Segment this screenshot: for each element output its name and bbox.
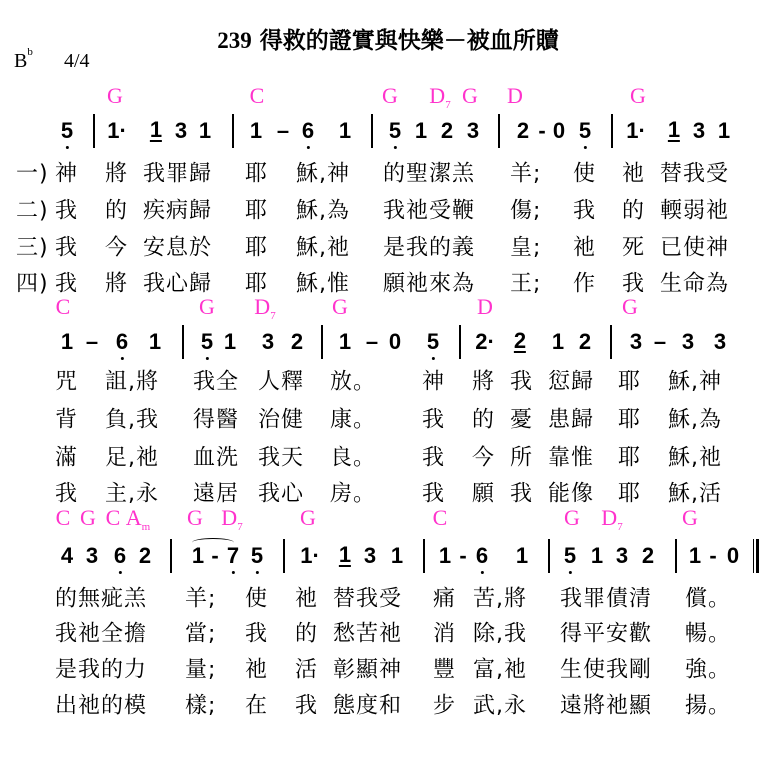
barline xyxy=(232,114,234,148)
lyric-verse-1: 替我受 xyxy=(660,161,730,187)
chord-symbol xyxy=(107,83,123,111)
note: 1 xyxy=(667,117,681,142)
note: 1 xyxy=(223,329,237,354)
chord-root: G xyxy=(564,504,580,530)
chord-root: G xyxy=(682,504,698,530)
note: 0 xyxy=(726,543,740,568)
lyric-verse-3: 穌,祂 xyxy=(668,445,722,471)
lyric-verse-4: 出祂的模 xyxy=(55,693,148,719)
barline xyxy=(182,325,184,359)
lyric-verse-2: 消 xyxy=(433,621,457,647)
note: 1 xyxy=(390,543,404,568)
lyric-verse-3: 耶 xyxy=(618,445,642,471)
barline xyxy=(498,114,500,148)
note: 3 xyxy=(681,329,695,354)
note: 6 xyxy=(113,543,127,568)
chord-symbol xyxy=(80,505,96,533)
note: – xyxy=(365,329,379,354)
barline xyxy=(170,539,172,573)
lyric-verse-2: 的 xyxy=(295,621,319,647)
lyric-verse-2: 我 xyxy=(573,198,597,224)
lyric-verse-3: 強。 xyxy=(685,657,732,683)
lyric-verse-4: 四) xyxy=(16,271,49,297)
chord-symbol xyxy=(56,505,71,533)
note: 1 xyxy=(149,117,163,142)
note: 1 xyxy=(414,118,428,143)
lyric-verse-3: 今 xyxy=(472,445,496,471)
chord-root: G xyxy=(187,504,203,530)
lyric-verse-3: 血洗 xyxy=(193,445,240,471)
lyric-verse-4: 我 xyxy=(55,271,79,297)
chord-symbol xyxy=(332,294,348,322)
note: 3 xyxy=(174,118,188,143)
lyric-verse-4: 願 xyxy=(472,481,496,507)
lyric-verse-4: 我 xyxy=(622,271,646,297)
chord-root: C xyxy=(105,504,121,530)
lyric-verse-3: 我天 xyxy=(258,445,305,471)
barline xyxy=(93,114,95,148)
note: 1 xyxy=(717,118,731,143)
lyric-verse-4: 我 xyxy=(510,481,534,507)
chord-symbol xyxy=(601,505,622,533)
lyric-verse-4: 樣; xyxy=(185,693,217,719)
note: 1· xyxy=(300,543,320,568)
lyric-verse-3: 耶 xyxy=(245,235,269,261)
lyric-verse-2: 疾病歸 xyxy=(143,198,213,224)
lyric-verse-1: 羊; xyxy=(510,161,542,187)
key-letter: B xyxy=(14,50,28,72)
chord-root: C xyxy=(432,504,448,530)
lyric-verse-2: 愁苦祂 xyxy=(333,621,403,647)
lyric-verse-2: 穌,為 xyxy=(296,198,350,224)
lyric-verse-3: 靠惟 xyxy=(548,445,595,471)
note: 1 xyxy=(688,543,702,568)
lyric-verse-2: 二) xyxy=(16,198,49,224)
chord-root: G xyxy=(300,504,316,530)
lyric-verse-3: 生使我剛 xyxy=(560,657,653,683)
lyric-verse-1: 人釋 xyxy=(258,369,305,395)
lyric-verse-1: 我全 xyxy=(193,369,240,395)
chord-root: G xyxy=(107,82,123,108)
lyric-verse-2: 除,我 xyxy=(473,621,527,647)
chord-symbol xyxy=(382,83,398,111)
lyric-verse-3: 我 xyxy=(55,235,79,261)
note: 2· xyxy=(475,329,495,354)
note: 3 xyxy=(261,329,275,354)
note: 5 xyxy=(200,329,214,354)
final-barline xyxy=(753,539,759,573)
chord-symbol xyxy=(106,505,121,533)
lyric-verse-3: 足,祂 xyxy=(105,445,159,471)
lyric-verse-1: 替我受 xyxy=(333,586,403,612)
note: 3 xyxy=(629,329,643,354)
lyric-verse-4: 願祂來為 xyxy=(383,271,476,297)
lyric-verse-2: 我祂受鞭 xyxy=(383,198,476,224)
lyric-verse-1: 將 xyxy=(105,161,129,187)
note: 1 xyxy=(198,118,212,143)
barline xyxy=(548,539,550,573)
lyric-verse-3: 祂 xyxy=(573,235,597,261)
lyric-verse-3: 豐 xyxy=(433,657,457,683)
time-signature: 4/4 xyxy=(64,50,90,72)
chord-quality: 7 xyxy=(270,310,276,323)
note: – xyxy=(276,118,290,143)
note: 4 xyxy=(60,543,74,568)
note: 3 xyxy=(85,543,99,568)
lyric-verse-1: 祂 xyxy=(622,161,646,187)
lyric-verse-4: 遠將祂顯 xyxy=(560,693,653,719)
lyric-verse-1: 咒 xyxy=(55,369,79,395)
chord-quality: 7 xyxy=(237,521,243,534)
lyric-verse-4: 穌,活 xyxy=(668,481,722,507)
note: - xyxy=(459,543,467,568)
lyric-verse-4: 房。 xyxy=(330,481,377,507)
lyric-verse-4: 我 xyxy=(422,481,446,507)
barline xyxy=(283,539,285,573)
key-signature xyxy=(14,46,33,73)
lyric-verse-3: 死 xyxy=(622,235,646,261)
chord-symbol xyxy=(300,505,316,533)
note: 3 xyxy=(713,329,727,354)
barline xyxy=(321,325,323,359)
chord-quality: m xyxy=(141,521,151,534)
slur-mark xyxy=(192,538,234,547)
note: 1 xyxy=(551,329,565,354)
chord-root: D xyxy=(601,504,618,530)
note: 2 xyxy=(440,118,454,143)
note: 2 xyxy=(578,329,592,354)
key-accidental: b xyxy=(27,46,33,59)
lyric-verse-1: 我罪歸 xyxy=(143,161,213,187)
lyric-verse-2: 我祂全擔 xyxy=(55,621,148,647)
chord-symbol xyxy=(622,294,638,322)
lyric-verse-2: 我 xyxy=(55,198,79,224)
chord-root: D xyxy=(254,293,271,319)
lyric-verse-4: 將 xyxy=(105,271,129,297)
chord-root: D xyxy=(477,293,493,319)
lyric-verse-1: 耶 xyxy=(245,161,269,187)
note: - xyxy=(709,543,717,568)
chord-symbol xyxy=(199,294,215,322)
note: 2 xyxy=(513,328,527,353)
note: - xyxy=(211,543,219,568)
note: 5 xyxy=(250,543,264,568)
lyric-verse-4: 耶 xyxy=(245,271,269,297)
chord-root: G xyxy=(80,504,96,530)
lyric-verse-3: 安息於 xyxy=(143,235,213,261)
lyric-verse-1: 耶 xyxy=(618,369,642,395)
note: 1 xyxy=(249,118,263,143)
note: 1· xyxy=(107,118,127,143)
note: 0 xyxy=(388,329,402,354)
lyric-verse-4: 王; xyxy=(510,271,542,297)
lyric-verse-2: 康。 xyxy=(330,407,377,433)
lyric-verse-4: 我心 xyxy=(258,481,305,507)
lyric-verse-1: 神 xyxy=(55,161,79,187)
note: 5 xyxy=(578,118,592,143)
lyric-verse-3: 三) xyxy=(16,235,49,261)
note: 1 xyxy=(590,543,604,568)
chord-symbol xyxy=(433,505,448,533)
lyric-verse-2: 患歸 xyxy=(548,407,595,433)
note: 1 xyxy=(60,329,74,354)
note: 2 xyxy=(516,118,530,143)
lyric-verse-3: 活 xyxy=(295,657,319,683)
chord-root: A xyxy=(125,504,142,530)
lyric-verse-3: 祂 xyxy=(245,657,269,683)
note: 2 xyxy=(138,543,152,568)
note: 2 xyxy=(290,329,304,354)
note: 3 xyxy=(692,118,706,143)
chord-root: G xyxy=(199,293,215,319)
lyric-verse-1: 我罪債清 xyxy=(560,586,653,612)
chord-root: D xyxy=(507,82,523,108)
note: 1 xyxy=(338,118,352,143)
lyric-verse-2: 負,我 xyxy=(105,407,159,433)
note: 1 xyxy=(191,543,205,568)
lyric-verse-4: 主,永 xyxy=(105,481,159,507)
lyric-verse-1: 穌,神 xyxy=(668,369,722,395)
chord-symbol xyxy=(462,83,478,111)
note: 2 xyxy=(641,543,655,568)
note: 6 xyxy=(475,543,489,568)
note: 6 xyxy=(301,118,315,143)
chord-symbol xyxy=(682,505,698,533)
note: 5 xyxy=(563,543,577,568)
lyric-verse-3: 量; xyxy=(185,657,217,683)
lyric-verse-2: 治健 xyxy=(258,407,305,433)
lyric-verse-4: 生命為 xyxy=(660,271,730,297)
chord-root: C xyxy=(55,293,71,319)
note: 5 xyxy=(60,118,74,143)
lyric-verse-2: 暢。 xyxy=(685,621,732,647)
chord-root: G xyxy=(630,82,646,108)
note: 1· xyxy=(626,118,646,143)
chord-symbol xyxy=(507,83,523,111)
lyric-verse-4: 我 xyxy=(55,481,79,507)
chord-symbol xyxy=(221,505,242,533)
chord-root: G xyxy=(332,293,348,319)
chord-symbol xyxy=(250,83,265,111)
lyric-verse-2: 耶 xyxy=(245,198,269,224)
note: 3 xyxy=(466,118,480,143)
lyric-verse-4: 耶 xyxy=(618,481,642,507)
note: 6 xyxy=(115,329,129,354)
lyric-verse-4: 在 xyxy=(245,693,269,719)
chord-root: G xyxy=(622,293,638,319)
barline xyxy=(610,325,612,359)
lyric-verse-3: 富,祂 xyxy=(473,657,527,683)
lyric-verse-2: 耶 xyxy=(618,407,642,433)
hymn-number: 239 xyxy=(217,28,252,53)
lyric-verse-4: 武,永 xyxy=(473,693,527,719)
lyric-verse-2: 我 xyxy=(422,407,446,433)
lyric-verse-4: 穌,惟 xyxy=(296,271,350,297)
lyric-verse-1: 償。 xyxy=(685,586,732,612)
lyric-verse-1: 使 xyxy=(245,586,269,612)
lyric-verse-2: 憂 xyxy=(510,407,534,433)
lyric-verse-1: 愆歸 xyxy=(548,369,595,395)
lyric-verse-3: 彰顯神 xyxy=(333,657,403,683)
lyric-verse-1: 穌,神 xyxy=(296,161,350,187)
chord-symbol xyxy=(564,505,580,533)
chord-quality: 7 xyxy=(445,99,451,112)
lyric-verse-1: 將 xyxy=(472,369,496,395)
note: – xyxy=(85,329,99,354)
lyric-verse-3: 滿 xyxy=(55,445,79,471)
lyric-verse-1: 的無疵羔 xyxy=(55,586,148,612)
lyric-verse-1: 苦,將 xyxy=(473,586,527,612)
barline xyxy=(611,114,613,148)
hymn-title xyxy=(0,22,776,55)
lyric-verse-1: 羊; xyxy=(185,586,217,612)
chord-root: C xyxy=(55,504,71,530)
note: 1 xyxy=(148,329,162,354)
lyric-verse-2: 得平安歡 xyxy=(560,621,653,647)
chord-symbol xyxy=(630,83,646,111)
lyric-verse-4: 能像 xyxy=(548,481,595,507)
note: 1 xyxy=(438,543,452,568)
lyric-verse-2: 的 xyxy=(105,198,129,224)
chord-symbol xyxy=(126,505,150,533)
lyric-verse-3: 今 xyxy=(105,235,129,261)
lyric-verse-1: 使 xyxy=(573,161,597,187)
note: 1 xyxy=(338,542,352,567)
lyric-verse-1: 我 xyxy=(510,369,534,395)
lyric-verse-4: 我心歸 xyxy=(143,271,213,297)
barline xyxy=(459,325,461,359)
lyric-verse-4: 態度和 xyxy=(333,693,403,719)
lyric-verse-2: 得醫 xyxy=(193,407,240,433)
lyric-verse-1: 詛,將 xyxy=(105,369,159,395)
note: 1 xyxy=(515,543,529,568)
chord-root: D xyxy=(221,504,238,530)
chord-root: G xyxy=(382,82,398,108)
lyric-verse-4: 步 xyxy=(433,693,457,719)
lyric-verse-3: 所 xyxy=(510,445,534,471)
note: 5 xyxy=(388,118,402,143)
barline xyxy=(371,114,373,148)
lyric-verse-2: 當; xyxy=(185,621,217,647)
lyric-verse-1: 一) xyxy=(16,161,49,187)
lyric-verse-2: 穌,為 xyxy=(668,407,722,433)
lyric-verse-1: 痛 xyxy=(433,586,457,612)
barline xyxy=(423,539,425,573)
chord-symbol xyxy=(429,83,450,111)
lyric-verse-2: 的 xyxy=(622,198,646,224)
note: 0 xyxy=(552,118,566,143)
lyric-verse-3: 是我的義 xyxy=(383,235,476,261)
note: 7 xyxy=(226,543,240,568)
lyric-verse-4: 遠居 xyxy=(193,481,240,507)
lyric-verse-3: 我 xyxy=(422,445,446,471)
chord-symbol xyxy=(187,505,203,533)
lyric-verse-1: 的聖潔羔 xyxy=(383,161,476,187)
lyric-verse-2: 輭弱祂 xyxy=(660,198,730,224)
lyric-verse-3: 皇; xyxy=(510,235,542,261)
chord-quality: 7 xyxy=(617,521,623,534)
lyric-verse-2: 的 xyxy=(472,407,496,433)
note: - xyxy=(538,118,546,143)
lyric-verse-2: 背 xyxy=(55,407,79,433)
chord-symbol xyxy=(56,294,71,322)
chord-root: D xyxy=(429,82,446,108)
lyric-verse-2: 我 xyxy=(245,621,269,647)
note: 1 xyxy=(338,329,352,354)
lyric-verse-4: 我 xyxy=(295,693,319,719)
lyric-verse-1: 放。 xyxy=(330,369,377,395)
barline xyxy=(675,539,677,573)
chord-symbol xyxy=(254,294,275,322)
chord-symbol xyxy=(477,294,493,322)
note: 3 xyxy=(615,543,629,568)
lyric-verse-4: 作 xyxy=(573,271,597,297)
note: – xyxy=(653,329,667,354)
chord-root: G xyxy=(462,82,478,108)
hymn-title-text: 得救的證實與快樂－被血所贖 xyxy=(259,28,559,53)
lyric-verse-1: 祂 xyxy=(295,586,319,612)
note: 5 xyxy=(426,329,440,354)
lyric-verse-3: 是我的力 xyxy=(55,657,148,683)
chord-root: C xyxy=(249,82,265,108)
lyric-verse-3: 已使神 xyxy=(660,235,730,261)
lyric-verse-1: 神 xyxy=(422,369,446,395)
note: 3 xyxy=(363,543,377,568)
lyric-verse-4: 揚。 xyxy=(685,693,732,719)
lyric-verse-3: 良。 xyxy=(330,445,377,471)
lyric-verse-2: 傷; xyxy=(510,198,542,224)
lyric-verse-3: 穌,祂 xyxy=(296,235,350,261)
